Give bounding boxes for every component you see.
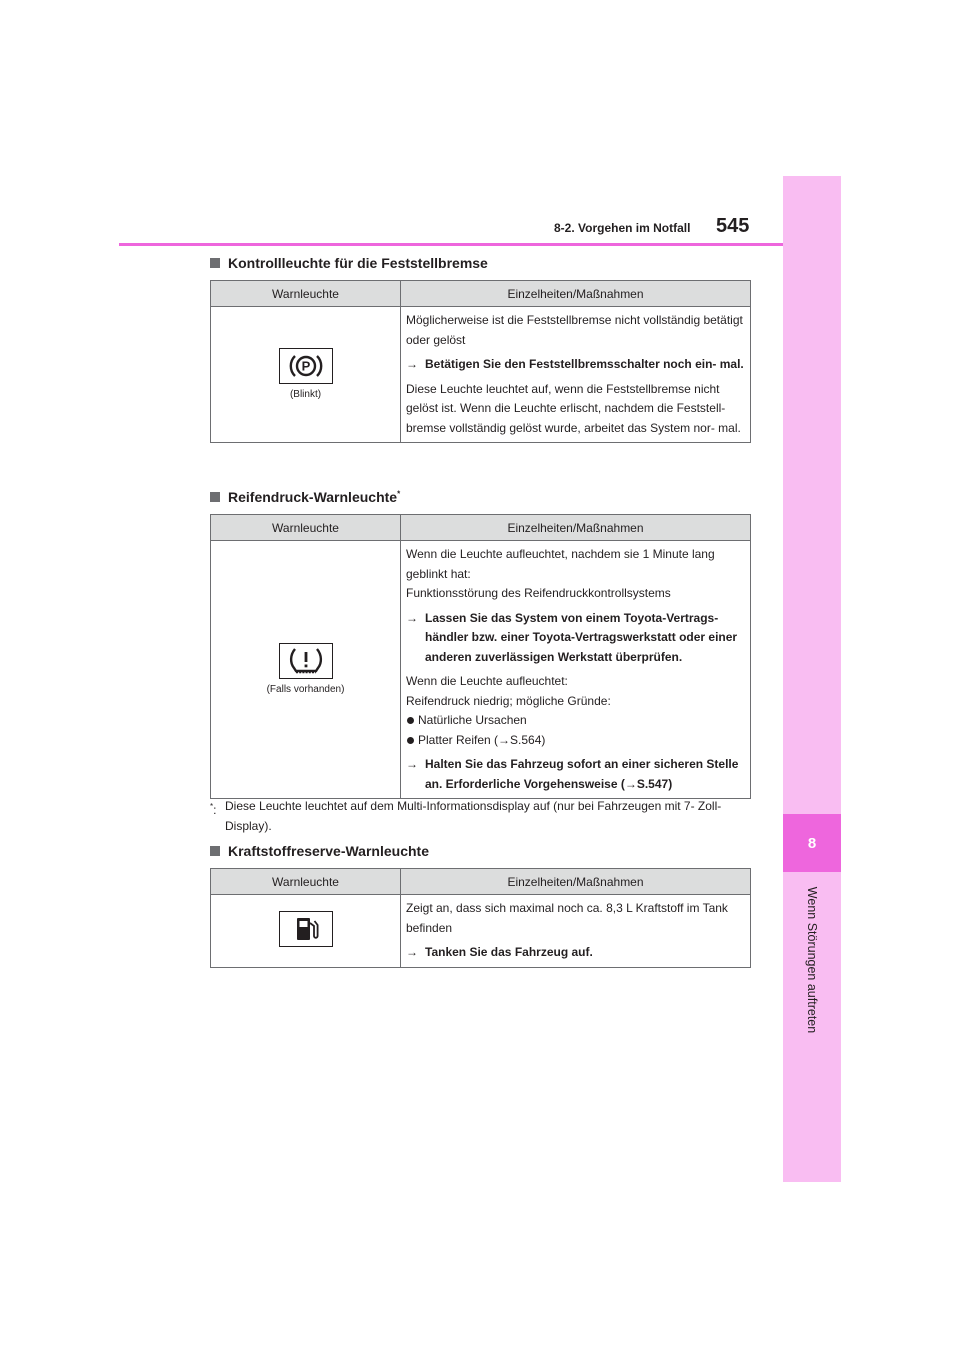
bullet-item: Platter Reifen (→S.564) [406, 731, 745, 751]
section-heading-fuel-reserve: Kraftstoffreserve-Warnleuchte [210, 843, 429, 859]
footnote-text: Diese Leuchte leuchtet auf dem Multi-Informationsdisplay auf (nur bei Fahrzeugen mit 7- Zoll-Display). [225, 799, 722, 833]
action-item: → Tanken Sie das Fahrzeug auf. [406, 943, 745, 963]
icon-caption: (Blinkt) [289, 388, 322, 400]
heading-square-icon [210, 258, 220, 268]
tire-pressure-icon [279, 643, 333, 679]
table-row [211, 895, 751, 968]
table-row [211, 307, 751, 443]
detail-text: Möglicherweise ist die Feststellbremse nicht vollständig betätigt oder gelöst [406, 313, 743, 347]
column-header-warning-light: Warnleuchte [211, 281, 401, 307]
details-cell [401, 895, 751, 968]
parking-brake-icon [279, 348, 333, 384]
page-number: 545 [716, 215, 750, 237]
warning-table-fuel-reserve [210, 868, 751, 968]
details-cell [401, 307, 751, 443]
heading-square-icon [210, 492, 220, 502]
heading-square-icon [210, 846, 220, 856]
arrow-icon: → [406, 945, 418, 959]
bullet-item: Natürliche Ursachen [406, 711, 745, 731]
detail-text: Funktionsstörung des Reifendruckkontrollsystems [406, 586, 671, 600]
fuel-pump-icon [279, 911, 333, 947]
action-item: → Lassen Sie das System von einem Toyota-Vertrags- händler bzw. einer Toyota-Vertragswerkstatt oder einer anderen zuverlässigen Werkstatt überprüfen. [406, 610, 738, 664]
chapter-number-tab [783, 814, 841, 872]
warning-table-tire-pressure [210, 514, 751, 799]
column-header-details: Einzelheiten/Maßnahmen [401, 281, 751, 307]
arrow-icon: → [406, 610, 418, 625]
svg-text:P: P [301, 358, 310, 374]
chapter-number: 8 [807, 834, 817, 852]
warning-light-cell [211, 307, 401, 443]
section-heading-tire-pressure: Reifendruck-Warnleuchte* [210, 489, 400, 505]
table-row [211, 541, 751, 799]
warning-light-cell [211, 895, 401, 968]
icon-caption: (Falls vorhanden) [266, 683, 345, 695]
section-header: 8-2. Vorgehen im Notfall [554, 221, 691, 235]
header-divider [119, 243, 783, 246]
detail-text: Diese Leuchte leuchtet auf, wenn die Feststellbremse nicht gelöst ist. Wenn die Leuchte erlischt, nachdem die Feststell- bremse vollständig gelöst wurde, arbeitet das System nor- mal. [406, 381, 741, 435]
action-item: → Betätigen Sie den Feststellbremsschalter noch ein- mal. [406, 355, 745, 375]
column-header-details: Einzelheiten/Maßnahmen [401, 515, 751, 541]
arrow-icon: → [406, 357, 418, 371]
detail-text: Reifendruck niedrig; mögliche Gründe: [406, 693, 611, 708]
detail-text: Wenn die Leuchte aufleuchtet, nachdem sie 1 Minute lang geblinkt hat: [406, 547, 715, 581]
section-heading-parking-brake: Kontrollleuchte für die Feststellbremse [210, 255, 488, 271]
column-header-warning-light: Warnleuchte [211, 515, 401, 541]
details-cell [401, 541, 751, 799]
column-header-warning-light: Warnleuchte [211, 869, 401, 895]
chapter-title: Wenn Störungen auftreten [805, 886, 819, 1034]
warning-table-parking-brake [210, 280, 751, 443]
footnote: *: Diese Leuchte leuchtet auf dem Multi-Informationsdisplay auf (nur bei Fahrzeugen mit 7- Zoll-Display). [210, 797, 750, 836]
table-header-row [211, 869, 751, 895]
detail-text: Zeigt an, dass sich maximal noch ca. 8,3 L Kraftstoff im Tank befinden [406, 901, 728, 935]
warning-light-cell [211, 541, 401, 799]
table-header-row [211, 281, 751, 307]
arrow-icon: → [406, 757, 418, 771]
table-header-row [211, 515, 751, 541]
detail-text: Wenn die Leuchte aufleuchtet: [406, 674, 568, 688]
column-header-details: Einzelheiten/Maßnahmen [401, 869, 751, 895]
footnote-mark: * [210, 802, 214, 811]
action-item: → Halten Sie das Fahrzeug sofort an einer sicheren Stelle an. Erforderliche Vorgehensweise (→S.547) [406, 757, 739, 791]
